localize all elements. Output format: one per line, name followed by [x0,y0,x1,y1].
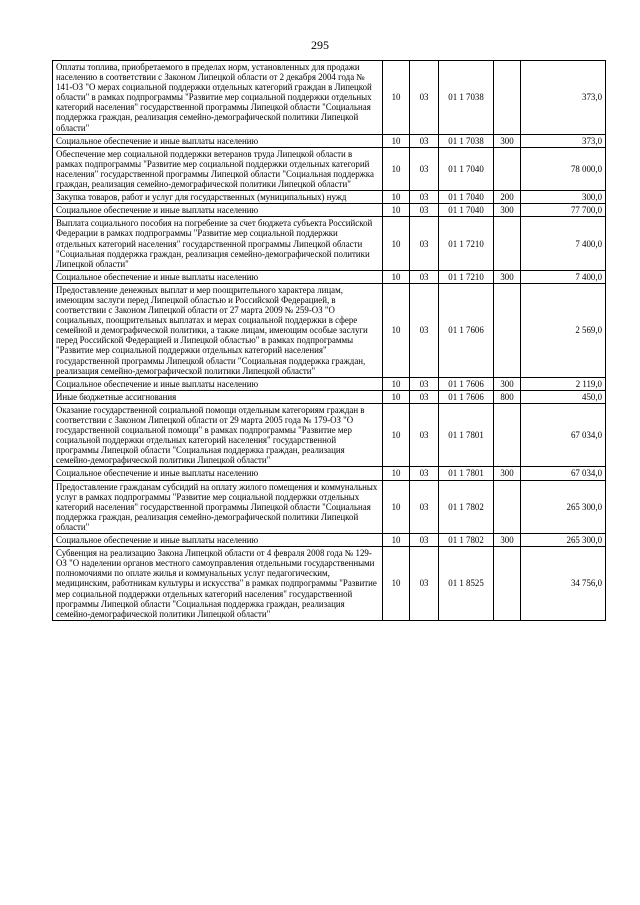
section-code: 10 [383,390,410,403]
expense-type-code [494,480,521,533]
expense-type-code [494,61,521,135]
item-description: Выплата социального пособия на погребение за счет бюджета субъекта Российской Федерации в рамках подпрограммы "Развитие мер социальной поддержки отдельных категорий населения" государственной программы Липецкой области "Социальная поддержка граждан, реализация семейно-демографической политики Липецкой области" [53,217,383,270]
section-code: 10 [383,377,410,390]
table-row [53,191,606,204]
item-description: Социальное обеспечение и иные выплаты населению [53,534,383,547]
table-row [53,534,606,547]
table-row [53,467,606,480]
item-description: Оказание государственной социальной помощи отдельным категориям граждан в соответствии с Законом Липецкой области от 29 марта 2005 года № 179-ОЗ "О государственной социальной помощи" в рамках подпрограммы "Развитие мер социальной поддержки отдельных категорий населения" государственной программы Липецкой области "Социальная поддержка граждан, реализация семейно-демографической политики Липецкой области" [53,403,383,467]
item-description: Обеспечение мер социальной поддержки ветеранов труда Липецкой области в рамках подпрограммы "Развитие мер социальной поддержки отдельных категорий населения" государственной программы Липецкой области "Социальная поддержка граждан, реализация семейно-демографической политики Липецкой области" [53,147,383,190]
target-article-code: 01 1 7210 [439,217,494,270]
section-code: 10 [383,217,410,270]
table-row [53,403,606,467]
target-article-code: 01 1 7040 [439,204,494,217]
amount: 7 400,0 [521,217,606,270]
target-article-code: 01 1 7606 [439,390,494,403]
amount: 67 034,0 [521,467,606,480]
section-code: 10 [383,191,410,204]
item-description: Социальное обеспечение и иные выплаты населению [53,467,383,480]
expense-type-code: 300 [494,467,521,480]
subsection-code: 03 [410,480,439,533]
expense-type-code: 300 [494,270,521,283]
amount: 450,0 [521,390,606,403]
item-description: Социальное обеспечение и иные выплаты населению [53,134,383,147]
subsection-code: 03 [410,191,439,204]
amount: 2 569,0 [521,283,606,377]
expense-type-code [494,147,521,190]
amount: 77 700,0 [521,204,606,217]
section-code: 10 [383,547,410,621]
target-article-code: 01 1 7038 [439,134,494,147]
item-description: Социальное обеспечение и иные выплаты населению [53,377,383,390]
section-code: 10 [383,134,410,147]
subsection-code: 03 [410,467,439,480]
section-code: 10 [383,283,410,377]
subsection-code: 03 [410,217,439,270]
expense-type-code: 300 [494,534,521,547]
table-row [53,61,606,135]
item-description: Оплаты топлива, приобретаемого в пределах норм, установленных для продажи населению в соответствии с Законом Липецкой области от 2 декабря 2004 года № 141-ОЗ "О мерах социальной поддержки отдельных категорий граждан в Липецкой области" в рамках подпрограммы "Развитие мер социальной поддержки отдельных категорий населения" государственной программы Липецкой области "Социальная поддержка граждан, реализация семейно-демографической политики Липецкой области" [53,61,383,135]
section-code: 10 [383,270,410,283]
subsection-code: 03 [410,534,439,547]
amount: 373,0 [521,61,606,135]
expense-type-code: 300 [494,204,521,217]
table-row [53,480,606,533]
subsection-code: 03 [410,547,439,621]
section-code: 10 [383,61,410,135]
amount: 34 756,0 [521,547,606,621]
target-article-code: 01 1 7040 [439,147,494,190]
amount: 265 300,0 [521,480,606,533]
target-article-code: 01 1 7802 [439,534,494,547]
section-code: 10 [383,147,410,190]
target-article-code: 01 1 7038 [439,61,494,135]
subsection-code: 03 [410,204,439,217]
expense-type-code: 800 [494,390,521,403]
expense-type-code [494,547,521,621]
target-article-code: 01 1 7801 [439,403,494,467]
item-description: Предоставление гражданам субсидий на оплату жилого помещения и коммунальных услуг в рамках подпрограммы "Развитие мер социальной поддержки отдельных категорий населения" государственной программы Липецкой области "Социальная поддержка граждан, реализация семейно-демографической политики Липецкой области" [53,480,383,533]
target-article-code: 01 1 7210 [439,270,494,283]
table-row [53,217,606,270]
item-description: Закупка товаров, работ и услуг для государственных (муниципальных) нужд [53,191,383,204]
subsection-code: 03 [410,147,439,190]
table-row [53,270,606,283]
target-article-code: 01 1 7801 [439,467,494,480]
subsection-code: 03 [410,134,439,147]
table-row [53,283,606,377]
expense-type-code [494,403,521,467]
section-code: 10 [383,204,410,217]
expense-type-code: 300 [494,377,521,390]
target-article-code: 01 1 7040 [439,191,494,204]
table-row [53,147,606,190]
item-description: Иные бюджетные ассигнования [53,390,383,403]
subsection-code: 03 [410,377,439,390]
subsection-code: 03 [410,270,439,283]
item-description: Социальное обеспечение и иные выплаты населению [53,204,383,217]
table-row [53,134,606,147]
expense-type-code: 300 [494,134,521,147]
table-row [53,377,606,390]
subsection-code: 03 [410,283,439,377]
item-description: Субвенция на реализацию Закона Липецкой области от 4 февраля 2008 года № 129-ОЗ "О наделении органов местного самоуправления отдельными государственными полномочиями по оплате жилья и коммунальных услуг педагогическим, медицинским, работникам культуры и искусства" в рамках подпрограммы "Развитие мер социальной поддержки отдельных категорий населения" государственной программы Липецкой области "Социальная поддержка граждан, реализация семейно-демографической политики Липецкой области" [53,547,383,621]
amount: 78 000,0 [521,147,606,190]
target-article-code: 01 1 7606 [439,377,494,390]
table-row [53,204,606,217]
section-code: 10 [383,467,410,480]
page-number: 295 [311,38,329,52]
item-description: Предоставление денежных выплат и мер поощрительного характера лицам, имеющим заслуги перед Липецкой областью и Российской Федерацией, в соответствии с Законом Липецкой области от 27 марта 2009 № 259-ОЗ "О социальных, поощрительных выплатах и мерах социальной поддержки в сфере семейной и демографической политики, а также лицам, имеющим особые заслуги перед Российской Федерацией и Липецкой областью" в рамках подпрограммы "Развитие мер социальной поддержки отдельных категорий населения" государственной программы Липецкой области "Социальная поддержка граждан, реализация семейно-демографической политики Липецкой области" [53,283,383,377]
amount: 7 400,0 [521,270,606,283]
target-article-code: 01 1 7802 [439,480,494,533]
expense-type-code [494,283,521,377]
amount: 300,0 [521,191,606,204]
amount: 2 119,0 [521,377,606,390]
table-row [53,547,606,621]
amount: 67 034,0 [521,403,606,467]
section-code: 10 [383,403,410,467]
amount: 373,0 [521,134,606,147]
expense-type-code: 200 [494,191,521,204]
subsection-code: 03 [410,390,439,403]
subsection-code: 03 [410,403,439,467]
item-description: Социальное обеспечение и иные выплаты населению [53,270,383,283]
amount: 265 300,0 [521,534,606,547]
target-article-code: 01 1 8525 [439,547,494,621]
section-code: 10 [383,480,410,533]
budget-table-body [53,61,606,621]
budget-table [52,60,606,621]
section-code: 10 [383,534,410,547]
target-article-code: 01 1 7606 [439,283,494,377]
subsection-code: 03 [410,61,439,135]
expense-type-code [494,217,521,270]
table-row [53,390,606,403]
